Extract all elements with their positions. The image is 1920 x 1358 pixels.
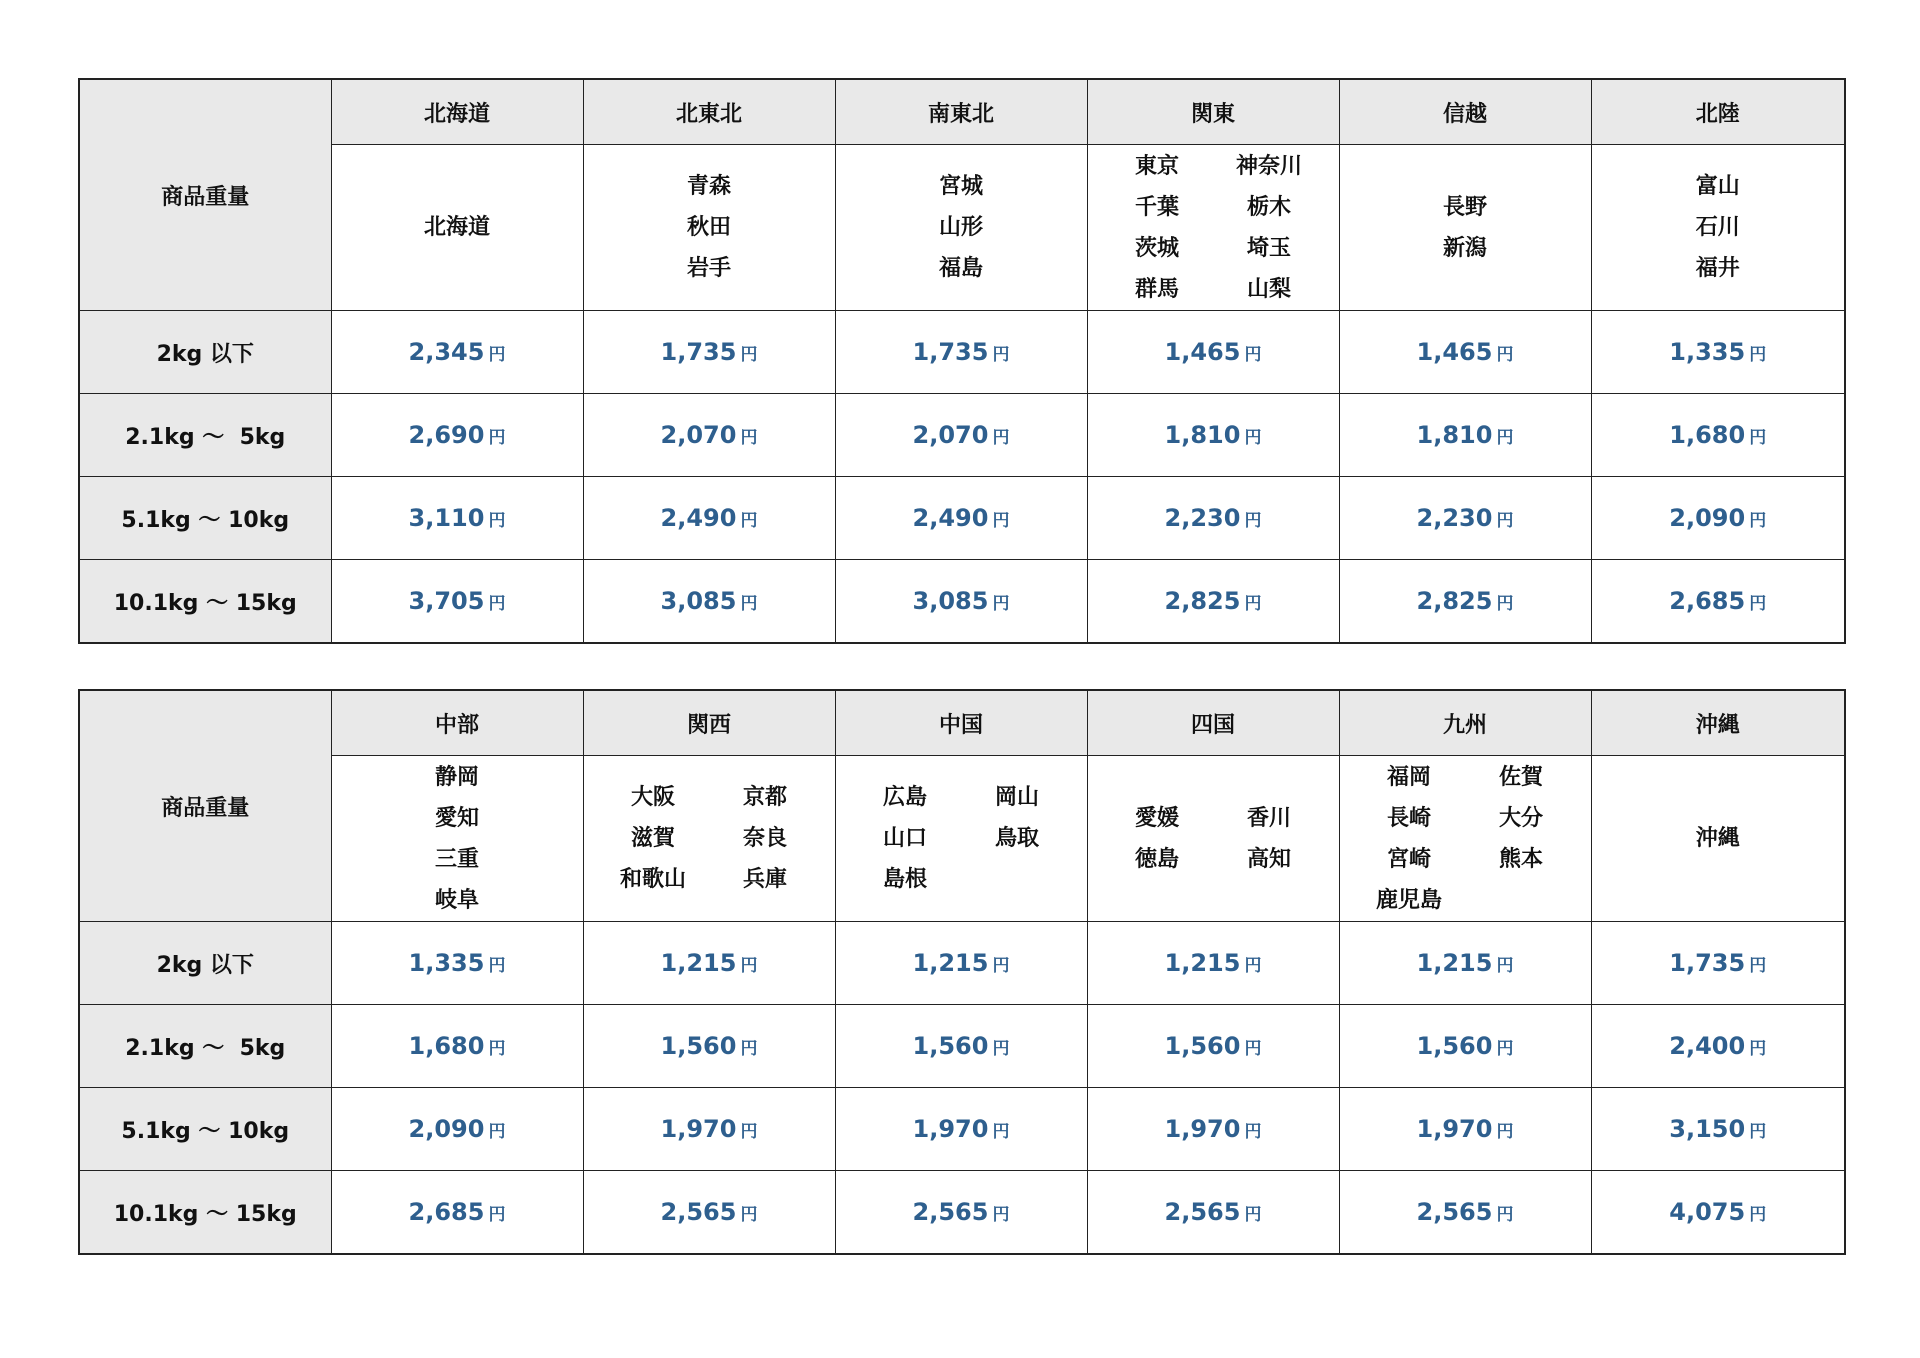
price-row: [79, 477, 1845, 560]
price-value: 1,560: [1164, 1032, 1241, 1060]
price-value: 2,565: [912, 1198, 989, 1226]
price-cell: [835, 311, 1087, 394]
prefecture-name: 埼玉: [1246, 235, 1291, 261]
price-cell: [1087, 560, 1339, 644]
price-value: 2,685: [1669, 587, 1746, 615]
yen-unit: 円: [740, 345, 758, 365]
price-value: 3,085: [660, 587, 737, 615]
price-cell: [1339, 922, 1591, 1005]
yen-unit: 円: [1244, 428, 1262, 448]
price-cell: [331, 311, 583, 394]
prefecture-name: 岡山: [994, 785, 1039, 810]
price-cell: [835, 394, 1087, 477]
yen-unit: 円: [488, 1122, 506, 1142]
prefecture-list: [836, 171, 1087, 284]
price-cell: [1087, 477, 1339, 560]
price-row: [79, 922, 1845, 1005]
yen-unit: 円: [488, 594, 506, 614]
prefecture-name: 静岡: [434, 764, 479, 790]
prefecture-name: 長崎: [1386, 805, 1431, 831]
prefecture-list: [584, 171, 835, 284]
price-value: 1,680: [408, 1032, 485, 1060]
price-cell: [1087, 1005, 1339, 1088]
yen-unit: 円: [488, 1039, 506, 1059]
price-cell: [1591, 477, 1845, 560]
prefecture-name: 北海道: [423, 215, 490, 240]
prefecture-name: 秋田: [686, 215, 731, 240]
price-value: 2,565: [1416, 1198, 1493, 1226]
prefecture-name: 鹿児島: [1375, 887, 1442, 913]
prefecture-name: 山梨: [1246, 276, 1291, 302]
price-value: 2,825: [1164, 587, 1241, 615]
yen-unit: 円: [1749, 428, 1767, 448]
shipping-rate-table-1: [78, 78, 1846, 644]
price-value: 1,680: [1669, 421, 1746, 449]
prefecture-name: 山形: [938, 215, 983, 240]
region-header: 沖縄: [1591, 690, 1845, 756]
price-value: 1,335: [1669, 338, 1746, 366]
prefecture-name: 富山: [1695, 174, 1740, 199]
region-header: 関西: [583, 690, 835, 756]
price-row: [79, 1005, 1845, 1088]
yen-unit: 円: [992, 1205, 1010, 1225]
price-cell: [835, 1171, 1087, 1255]
shipping-rate-table-2: [78, 689, 1846, 1255]
price-cell: [1087, 1088, 1339, 1171]
price-value: 2,090: [1669, 504, 1746, 532]
yen-unit: 円: [992, 428, 1010, 448]
yen-unit: 円: [1749, 345, 1767, 365]
prefecture-row: [79, 145, 1845, 311]
prefecture-cell: [1087, 145, 1339, 311]
prefecture-name: 宮城: [938, 174, 983, 199]
weight-range: 2kg 以下: [79, 311, 331, 394]
price-cell: [1339, 477, 1591, 560]
prefecture-name: 東京: [1134, 153, 1179, 179]
prefecture-name: 大分: [1498, 805, 1543, 831]
price-value: 2,070: [660, 421, 737, 449]
prefecture-name: 福井: [1695, 256, 1740, 281]
price-value: 1,215: [1416, 949, 1493, 977]
price-value: 4,075: [1669, 1198, 1746, 1226]
yen-unit: 円: [1496, 1039, 1514, 1059]
yen-unit: 円: [740, 594, 758, 614]
price-value: 2,490: [912, 504, 989, 532]
yen-unit: 円: [488, 956, 506, 976]
price-value: 1,465: [1164, 338, 1241, 366]
price-row: [79, 560, 1845, 644]
prefecture-list: [836, 782, 1087, 895]
yen-unit: 円: [992, 345, 1010, 365]
weight-range: 2kg 以下: [79, 922, 331, 1005]
prefecture-name: 京都: [742, 785, 787, 810]
price-cell: [1087, 394, 1339, 477]
prefecture-name: 新潟: [1442, 235, 1487, 261]
prefecture-cell: [1591, 145, 1845, 311]
price-value: 2,565: [1164, 1198, 1241, 1226]
weight-range: 10.1kg ～ 15kg: [79, 560, 331, 644]
region-header: 九州: [1339, 690, 1591, 756]
price-row: [79, 1171, 1845, 1255]
prefecture-name: 愛媛: [1134, 805, 1179, 831]
price-cell: [1087, 1171, 1339, 1255]
yen-unit: 円: [1496, 428, 1514, 448]
price-cell: [1087, 922, 1339, 1005]
weight-column-header: 商品重量: [79, 79, 331, 311]
price-value: 1,970: [660, 1115, 737, 1143]
price-cell: [331, 394, 583, 477]
price-cell: [1339, 560, 1591, 644]
prefecture-name: 広島: [882, 785, 927, 810]
prefecture-name: 和歌山: [619, 867, 686, 892]
price-cell: [583, 1171, 835, 1255]
yen-unit: 円: [488, 511, 506, 531]
yen-unit: 円: [992, 956, 1010, 976]
prefecture-cell: [331, 756, 583, 922]
price-value: 2,565: [660, 1198, 737, 1226]
price-cell: [583, 1088, 835, 1171]
price-cell: [583, 477, 835, 560]
yen-unit: 円: [1749, 594, 1767, 614]
prefecture-cell: [583, 756, 835, 922]
prefecture-name: 宮崎: [1386, 846, 1431, 872]
price-value: 1,810: [1416, 421, 1493, 449]
yen-unit: 円: [1244, 345, 1262, 365]
yen-unit: 円: [1496, 956, 1514, 976]
prefecture-name: 千葉: [1134, 194, 1179, 220]
yen-unit: 円: [740, 956, 758, 976]
weight-range: 2.1kg ～ 5kg: [79, 1005, 331, 1088]
price-value: 2,825: [1416, 587, 1493, 615]
price-cell: [1591, 311, 1845, 394]
price-value: 2,230: [1416, 504, 1493, 532]
price-cell: [835, 1005, 1087, 1088]
yen-unit: 円: [1244, 1122, 1262, 1142]
prefecture-name: 石川: [1695, 215, 1740, 240]
price-value: 1,970: [1164, 1115, 1241, 1143]
yen-unit: 円: [1749, 1205, 1767, 1225]
prefecture-name: 島根: [882, 867, 927, 892]
price-value: 3,110: [408, 504, 485, 532]
price-value: 1,560: [660, 1032, 737, 1060]
yen-unit: 円: [1749, 1039, 1767, 1059]
prefecture-name: 山口: [882, 826, 927, 851]
price-cell: [1339, 311, 1591, 394]
prefecture-name: 福島: [938, 256, 983, 281]
region-header: 中部: [331, 690, 583, 756]
yen-unit: 円: [992, 511, 1010, 531]
prefecture-name: 香川: [1246, 805, 1291, 831]
price-cell: [583, 394, 835, 477]
price-cell: [331, 922, 583, 1005]
yen-unit: 円: [740, 1039, 758, 1059]
yen-unit: 円: [740, 1122, 758, 1142]
weight-column-header: 商品重量: [79, 690, 331, 922]
prefecture-name: 高知: [1246, 846, 1291, 872]
region-header-row: [79, 79, 1845, 145]
price-value: 3,150: [1669, 1115, 1746, 1143]
prefecture-name: 奈良: [742, 826, 787, 851]
price-value: 2,070: [912, 421, 989, 449]
prefecture-name: 滋賀: [630, 826, 675, 851]
price-value: 2,690: [408, 421, 485, 449]
price-cell: [331, 560, 583, 644]
region-header: 北海道: [331, 79, 583, 145]
prefecture-name: 神奈川: [1235, 153, 1302, 179]
prefecture-list: [1592, 171, 1845, 284]
price-cell: [583, 922, 835, 1005]
prefecture-list: [584, 782, 835, 895]
price-cell: [583, 311, 835, 394]
price-cell: [1339, 1088, 1591, 1171]
price-cell: [331, 477, 583, 560]
price-value: 2,490: [660, 504, 737, 532]
weight-range: 5.1kg ～ 10kg: [79, 1088, 331, 1171]
price-value: 3,705: [408, 587, 485, 615]
prefecture-name: 福岡: [1386, 764, 1431, 790]
price-value: 1,465: [1416, 338, 1493, 366]
yen-unit: 円: [1496, 1122, 1514, 1142]
prefecture-list: [332, 762, 583, 916]
prefecture-name: 徳島: [1134, 846, 1179, 872]
price-cell: [835, 1088, 1087, 1171]
region-header: 関東: [1087, 79, 1339, 145]
price-cell: [1591, 394, 1845, 477]
price-value: 2,230: [1164, 504, 1241, 532]
prefecture-name: 茨城: [1134, 235, 1179, 261]
prefecture-cell: [835, 145, 1087, 311]
price-value: 1,215: [660, 949, 737, 977]
price-value: 1,970: [912, 1115, 989, 1143]
prefecture-name: 群馬: [1134, 276, 1179, 302]
region-header: 北陸: [1591, 79, 1845, 145]
prefecture-list: [332, 212, 583, 243]
price-cell: [583, 1005, 835, 1088]
yen-unit: 円: [1496, 511, 1514, 531]
price-row: [79, 394, 1845, 477]
price-value: 1,970: [1416, 1115, 1493, 1143]
prefecture-name: 青森: [686, 174, 731, 199]
yen-unit: 円: [740, 511, 758, 531]
price-cell: [1591, 1005, 1845, 1088]
weight-range: 2.1kg ～ 5kg: [79, 394, 331, 477]
price-value: 1,215: [1164, 949, 1241, 977]
prefecture-name: 三重: [434, 846, 479, 872]
prefecture-name: 鳥取: [994, 826, 1039, 851]
price-cell: [583, 560, 835, 644]
price-value: 2,685: [408, 1198, 485, 1226]
price-row: [79, 1088, 1845, 1171]
yen-unit: 円: [1244, 956, 1262, 976]
yen-unit: 円: [740, 1205, 758, 1225]
price-value: 1,735: [1669, 949, 1746, 977]
prefecture-name: 岩手: [686, 256, 731, 281]
prefecture-name: 栃木: [1246, 194, 1291, 220]
prefecture-name: 佐賀: [1498, 764, 1543, 790]
price-cell: [331, 1005, 583, 1088]
prefecture-list: [1088, 151, 1339, 305]
prefecture-name: 長野: [1442, 194, 1487, 220]
yen-unit: 円: [992, 1039, 1010, 1059]
prefecture-cell: [1591, 756, 1845, 922]
price-cell: [1591, 1171, 1845, 1255]
yen-unit: 円: [488, 345, 506, 365]
prefecture-name: 沖縄: [1695, 826, 1740, 851]
price-value: 2,400: [1669, 1032, 1746, 1060]
price-cell: [331, 1088, 583, 1171]
price-cell: [1087, 311, 1339, 394]
prefecture-list: [1592, 823, 1845, 854]
price-value: 1,735: [912, 338, 989, 366]
yen-unit: 円: [992, 594, 1010, 614]
yen-unit: 円: [488, 1205, 506, 1225]
region-header: 中国: [835, 690, 1087, 756]
price-cell: [1339, 1005, 1591, 1088]
price-value: 1,735: [660, 338, 737, 366]
prefecture-cell: [1339, 145, 1591, 311]
price-value: 3,085: [912, 587, 989, 615]
price-value: 1,560: [912, 1032, 989, 1060]
price-cell: [331, 1171, 583, 1255]
prefecture-list: [1340, 192, 1591, 264]
yen-unit: 円: [1244, 1039, 1262, 1059]
price-cell: [835, 922, 1087, 1005]
yen-unit: 円: [1496, 594, 1514, 614]
region-header: 北東北: [583, 79, 835, 145]
yen-unit: 円: [488, 428, 506, 448]
prefecture-name: 熊本: [1498, 846, 1543, 872]
region-header: 四国: [1087, 690, 1339, 756]
prefecture-cell: [1087, 756, 1339, 922]
region-header-row: [79, 690, 1845, 756]
price-value: 1,335: [408, 949, 485, 977]
yen-unit: 円: [740, 428, 758, 448]
yen-unit: 円: [1496, 1205, 1514, 1225]
price-cell: [1591, 560, 1845, 644]
price-cell: [1339, 394, 1591, 477]
price-value: 1,215: [912, 949, 989, 977]
prefecture-list: [1088, 803, 1339, 875]
price-value: 2,090: [408, 1115, 485, 1143]
prefecture-cell: [835, 756, 1087, 922]
yen-unit: 円: [1749, 511, 1767, 531]
price-cell: [1591, 922, 1845, 1005]
weight-range: 10.1kg ～ 15kg: [79, 1171, 331, 1255]
prefecture-name: 岐阜: [434, 887, 479, 913]
yen-unit: 円: [1749, 956, 1767, 976]
prefecture-list: [1340, 762, 1591, 916]
weight-range: 5.1kg ～ 10kg: [79, 477, 331, 560]
price-value: 1,560: [1416, 1032, 1493, 1060]
region-header: 信越: [1339, 79, 1591, 145]
yen-unit: 円: [1244, 511, 1262, 531]
price-cell: [1339, 1171, 1591, 1255]
yen-unit: 円: [1244, 1205, 1262, 1225]
price-value: 2,345: [408, 338, 485, 366]
prefecture-cell: [331, 145, 583, 311]
yen-unit: 円: [992, 1122, 1010, 1142]
price-cell: [1591, 1088, 1845, 1171]
prefecture-cell: [1339, 756, 1591, 922]
region-header: 南東北: [835, 79, 1087, 145]
price-row: [79, 311, 1845, 394]
price-value: 1,810: [1164, 421, 1241, 449]
prefecture-name: 兵庫: [742, 867, 787, 892]
yen-unit: 円: [1749, 1122, 1767, 1142]
prefecture-cell: [583, 145, 835, 311]
prefecture-name: 大阪: [630, 785, 675, 810]
price-cell: [835, 560, 1087, 644]
prefecture-row: [79, 756, 1845, 922]
prefecture-name: 愛知: [434, 805, 479, 831]
price-cell: [835, 477, 1087, 560]
yen-unit: 円: [1244, 594, 1262, 614]
yen-unit: 円: [1496, 345, 1514, 365]
